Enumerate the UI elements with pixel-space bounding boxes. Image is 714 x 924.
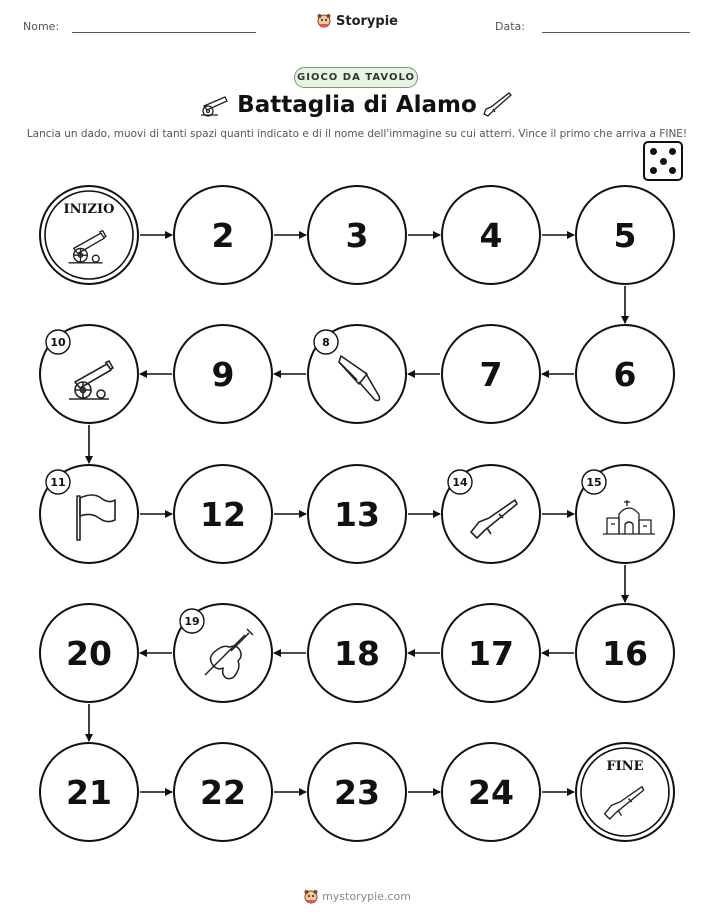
space-number: 18 xyxy=(334,634,380,673)
brand-name: Storypie xyxy=(336,14,398,29)
space-number-badge: 14 xyxy=(452,476,468,489)
space-number-badge: 11 xyxy=(50,476,66,489)
space-number: 3 xyxy=(345,216,369,255)
board-space[interactable] xyxy=(40,743,138,841)
board-space[interactable] xyxy=(40,465,138,563)
board-space[interactable] xyxy=(308,743,406,841)
space-number-badge: 8 xyxy=(322,336,330,349)
board-space[interactable] xyxy=(308,604,406,702)
board-space[interactable] xyxy=(174,743,272,841)
category-badge: GIOCO DA TAVOLO xyxy=(294,67,418,88)
board-space[interactable] xyxy=(576,743,674,841)
board-space[interactable] xyxy=(442,186,540,284)
space-number: 4 xyxy=(479,216,503,255)
space-number: 9 xyxy=(211,355,235,394)
board-space[interactable] xyxy=(442,743,540,841)
instructions: Lancia un dado, muovi di tanti spazi quanti indicato e di il nome dell'immagine su cui atterri. Vince il primo che arriva a FINE! xyxy=(26,128,688,140)
board-space[interactable] xyxy=(442,325,540,423)
page-title: Battaglia di Alamo xyxy=(237,92,477,118)
storypie-logo-icon xyxy=(303,888,319,907)
board-space[interactable] xyxy=(308,325,406,423)
brand xyxy=(0,12,714,32)
dice-icon xyxy=(643,141,683,181)
board-space[interactable] xyxy=(174,465,272,563)
space-number: 5 xyxy=(613,216,637,255)
board-space[interactable] xyxy=(576,465,674,563)
space-number: 22 xyxy=(200,773,246,812)
space-number: 20 xyxy=(66,634,112,673)
board-space[interactable] xyxy=(308,186,406,284)
space-number-badge: 19 xyxy=(184,615,200,628)
footer xyxy=(0,888,714,907)
date-label: Data: xyxy=(495,20,525,33)
space-label: INIZIO xyxy=(63,202,115,217)
space-number: 2 xyxy=(211,216,235,255)
name-label: Nome: xyxy=(23,20,60,33)
space-number-badge: 10 xyxy=(50,336,66,349)
name-field-line[interactable] xyxy=(72,32,256,33)
board-space[interactable] xyxy=(40,186,138,284)
space-label: FINE xyxy=(606,759,644,774)
board-space[interactable] xyxy=(576,604,674,702)
board-space[interactable] xyxy=(40,325,138,423)
space-number: 7 xyxy=(479,355,503,394)
space-number: 13 xyxy=(334,495,380,534)
space-number-badge: 15 xyxy=(586,476,602,489)
space-number: 12 xyxy=(200,495,246,534)
date-field-line[interactable] xyxy=(542,32,690,33)
space-number: 6 xyxy=(613,355,637,394)
space-number: 21 xyxy=(66,773,112,812)
storypie-logo-icon xyxy=(316,12,332,32)
board-space[interactable] xyxy=(576,325,674,423)
board-space[interactable] xyxy=(174,186,272,284)
space-number: 23 xyxy=(334,773,380,812)
rifle-icon xyxy=(482,92,514,122)
board-space[interactable] xyxy=(308,465,406,563)
game-board xyxy=(0,180,714,870)
board-space[interactable] xyxy=(442,465,540,563)
board-space[interactable] xyxy=(442,604,540,702)
board-space[interactable] xyxy=(174,604,272,702)
board-space[interactable] xyxy=(576,186,674,284)
space-number: 24 xyxy=(468,773,514,812)
footer-url: mystorypie.com xyxy=(322,890,411,903)
board-space[interactable] xyxy=(174,325,272,423)
space-number: 16 xyxy=(602,634,648,673)
space-number: 17 xyxy=(468,634,514,673)
board-space[interactable] xyxy=(40,604,138,702)
